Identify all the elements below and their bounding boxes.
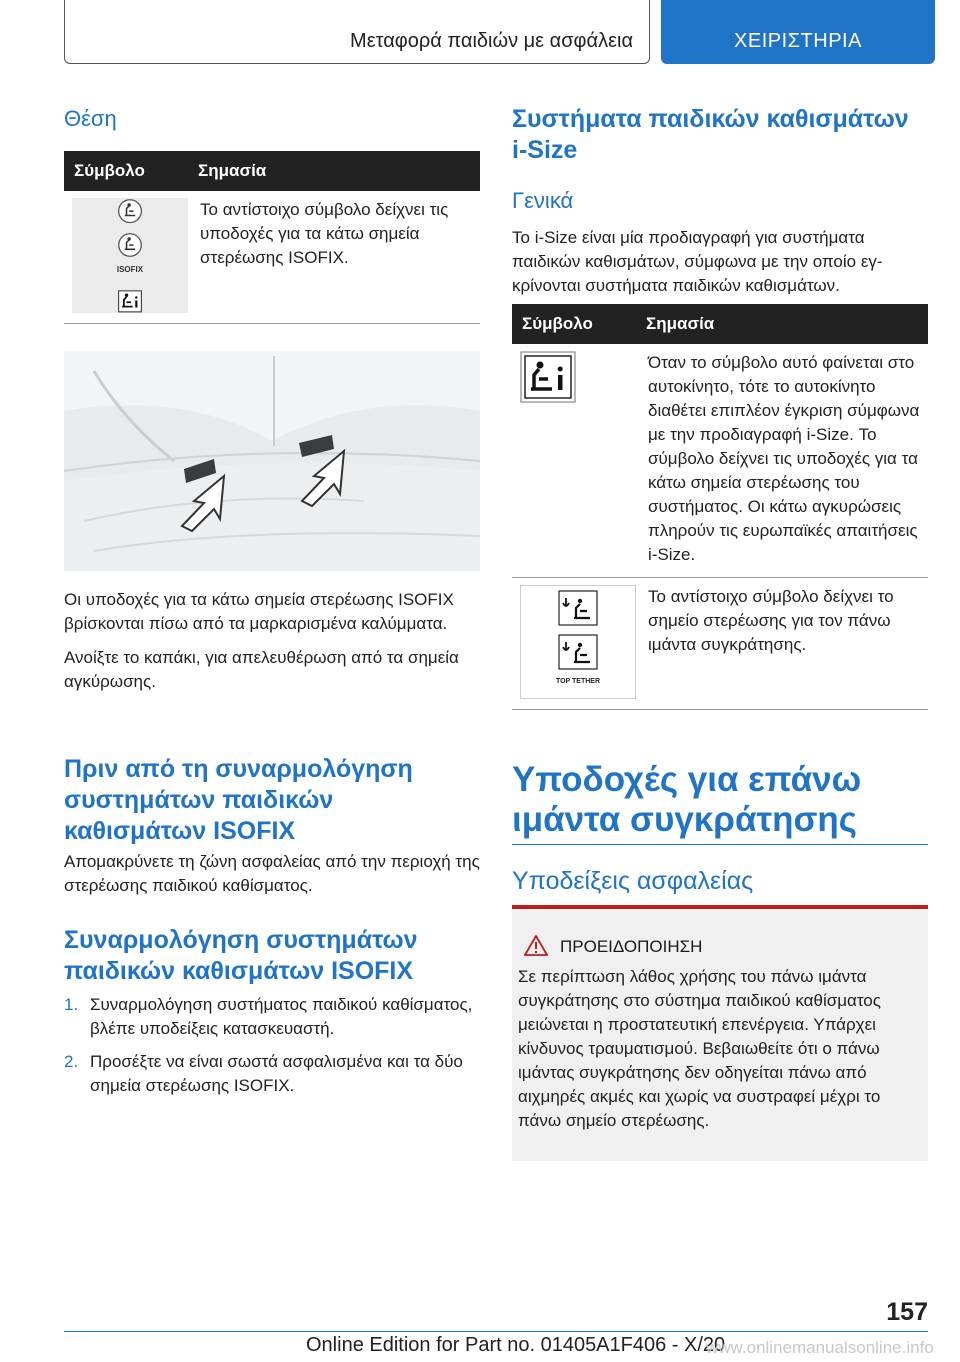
table-row xyxy=(512,578,928,710)
general-text: Το i-Size είναι μία προδιαγραφή για συστήματα παιδικών καθισμάτων, σύμφωνα με την οποίο εγκρίνονται συστήματα παιδικών καθισμάτων. xyxy=(512,228,883,295)
warning-text: Σε περίπτωση λάθος χρήσης του πάνω ιμάντα συγκράτησης στο σύστημα παιδικού καθίσματος μειώνεται η προστατευτική επενέργεια. Υπάρχει κίνδυνος τραυματισμού. Βεβαιωθείτε ότι ο πάνω ιμάντας συγκράτησης δεν οδηγείται πάνω από αιχμηρές ακμές και χωρίς να συστραφεί μέχρι το πάνω σημείο στερέωσης. xyxy=(518,967,881,1130)
table-row xyxy=(512,344,928,578)
isofix-label: ISOFIX xyxy=(116,265,144,275)
before-assembly-text: Απομακρύνετε τη ζώνη ασφαλείας από την περιοχή της στερέωσης παιδικού καθίσματος. xyxy=(64,852,480,895)
isofix-meaning: Το αντίστοιχο σύμβολο δείχνει τις υποδοχές για τα κάτω σημεία στερέωσης ISOFIX. xyxy=(188,191,480,324)
chapter-title: ΧΕΙΡΙΣΤΗΡΙΑ xyxy=(734,30,862,52)
safety-heading: Υποδείξεις ασφαλείας xyxy=(512,867,754,895)
isize-seat-icon xyxy=(520,351,576,403)
general-heading: Γενικά xyxy=(512,188,574,213)
photo-caption-1: Οι υποδοχές για τα κάτω σημεία στερέωσης ISOFIX βρίσκονται πίσω από τα μαρκαρισμένα καλύμματα. xyxy=(64,590,454,633)
photo-caption-2: Ανοίξτε το καπάκι, για απελευθέρωση από τα σημεία αγκύρωσης. xyxy=(64,648,459,691)
watermark[interactable]: www.onlinemanualsonline.info xyxy=(706,1338,934,1357)
isofix-seat-photo xyxy=(64,351,480,571)
top-tether-icon xyxy=(558,634,598,670)
top-tether-heading: Υποδοχές για επάνω ιμάντα συγκράτησης xyxy=(512,760,928,845)
assembly-heading: Συναρμολόγηση συστημάτων παιδικών καθισμάτων ISOFIX xyxy=(64,926,418,985)
chapter-tab[interactable] xyxy=(661,0,935,64)
isofix-symbol-table xyxy=(64,151,480,324)
col-meaning-header: Σημασία xyxy=(636,304,928,344)
section-title: Μεταφορά παιδιών με ασφάλεια xyxy=(350,30,633,52)
footer-divider xyxy=(64,1331,928,1332)
list-item: 2. Προσέξτε να είναι σωστά ασφαλισμένα και τα δύο σημεία στερέωσης ISOFIX. xyxy=(64,1052,463,1095)
isize-heading: Συστήματα παιδικών καθισμάτων i-Size xyxy=(512,105,909,164)
isofix-icons xyxy=(72,198,188,313)
isize-meaning: Όταν το σύμβολο αυτό φαίνεται στο αυτοκίνητο, τότε το αυτοκίνητο διαθέτει επιπλέον έγκριση σύμφωνα με την προδιαγραφή i-Size. Το σύμβολο δείχνει τις υποδοχές για τα κάτω σημεία στερέωσης του συστήματος. Οι κάτω αγκυρώσεις πληρούν τις ευρωπαϊκές απαιτήσεις i-Size. xyxy=(636,344,928,578)
top-tether-icon xyxy=(558,590,598,626)
header-section-box xyxy=(64,0,650,64)
top-tether-label: TOP TETHER xyxy=(555,678,601,685)
assembly-steps xyxy=(64,993,480,1107)
col-meaning-header: Σημασία xyxy=(188,151,480,191)
edition-text: Online Edition for Part no. 01405A1F406 - X/20 xyxy=(306,1334,726,1356)
warning-triangle-icon xyxy=(524,935,548,956)
warning-label: ΠΡΟΕΙΔΟΠΟΙΗΣΗ xyxy=(560,937,703,956)
top-tether-meaning: Το αντίστοιχο σύμβολο δείχνει το σημείο στερέωσης για τον πάνω ιμάντα συγκράτησης. xyxy=(636,578,928,710)
before-assembly-heading: Πριν από τη συναρμολόγηση συστημάτων παιδικών καθισμάτων ISOFIX xyxy=(64,755,413,845)
page-number: 157 xyxy=(886,1298,928,1326)
col-symbol-header: Σύμβολο xyxy=(64,151,188,191)
isize-seat-icon xyxy=(116,290,144,313)
col-symbol-header: Σύμβολο xyxy=(512,304,636,344)
isize-symbol-table xyxy=(512,304,928,710)
top-tether-icons xyxy=(520,585,636,699)
table-row xyxy=(64,191,480,324)
warning-box xyxy=(512,905,928,1161)
list-item: 1. Συναρμολόγηση συστήματος παιδικού καθίσματος, βλέπε υποδείξεις κατασκευαστή. xyxy=(64,995,473,1038)
isofix-seat-icon xyxy=(117,232,143,258)
position-heading: Θέση xyxy=(64,106,117,131)
isofix-seat-icon xyxy=(115,198,145,224)
